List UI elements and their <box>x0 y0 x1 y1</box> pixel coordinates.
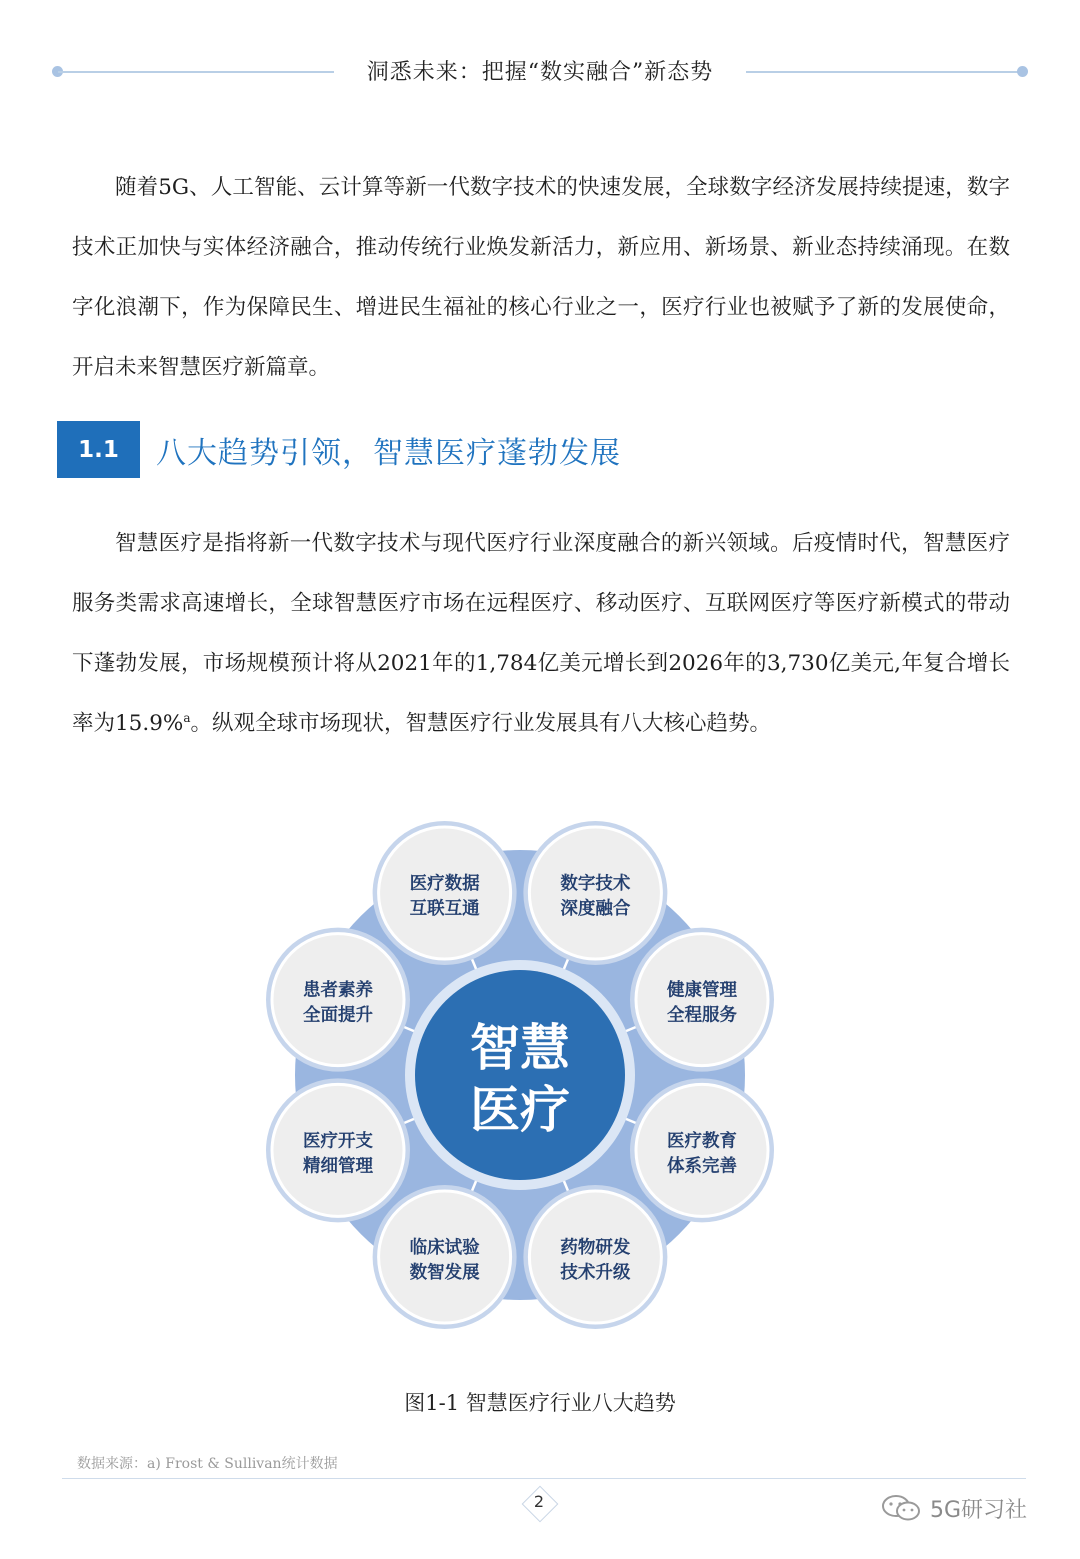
trend-node-label: 患者素养 <box>302 980 373 1001</box>
section-number: 1.1 <box>57 421 140 478</box>
watermark-text: 5G研习社 <box>930 1497 1028 1523</box>
trend-node-label: 全程服务 <box>667 1005 738 1026</box>
body-paragraph-main: 智慧医疗是指将新一代数字技术与现代医疗行业深度融合的新兴领域。后疫情时代，智慧医疗服务类需求高速增长，全球智慧医疗市场在远程医疗、移动医疗、互联网医疗等医疗新模式的带动下蓬勃发展，市场规模预计将从2021年的1,784亿美元增长到2026年的3,730亿美元,年复合增长率为15.9% <box>72 531 1010 736</box>
trend-node-label: 数字技术 <box>560 873 631 894</box>
trend-node-label: 医疗开支 <box>302 1131 373 1152</box>
header-dot-right <box>1017 66 1028 77</box>
trends-diagram <box>250 802 790 1348</box>
section-title: 八大趋势引领，智慧医疗蓬勃发展 <box>156 436 621 471</box>
page-number-badge <box>522 1486 556 1520</box>
trend-node-label: 精细管理 <box>302 1156 373 1177</box>
trend-node-label: 全面提升 <box>302 1005 373 1026</box>
trend-node <box>630 1078 774 1222</box>
header-title: 洞悉未来：把握“数实融合”新态势 <box>366 60 714 85</box>
trend-node-label: 体系完善 <box>667 1156 738 1177</box>
trend-node-label: 医疗数据 <box>409 873 480 894</box>
trend-node <box>266 928 410 1072</box>
trend-node-label: 医疗教育 <box>667 1131 738 1152</box>
header-rule-right <box>746 71 1022 73</box>
intro-paragraph: 随着5G、人工智能、云计算等新一代数字技术的快速发展，全球数字经济发展持续提速，数字技术正加快与实体经济融合，推动传统行业焕发新活力，新应用、新场景、新业态持续涌现。在数字化浪潮下，作为保障民生、增进民生福祉的核心行业之一，医疗行业也被赋予了新的发展使命，开启未来智慧医疗新篇章。 <box>72 175 1010 380</box>
wechat-icon <box>880 1494 924 1522</box>
center-layer <box>405 960 635 1190</box>
footnote-marker: a <box>183 710 191 725</box>
body-paragraph <box>72 514 1010 754</box>
trend-node <box>266 1078 410 1222</box>
watermark <box>880 1491 1027 1525</box>
trend-node <box>630 928 774 1072</box>
trend-node <box>523 1185 667 1329</box>
body-paragraph-tail: 。纵观全球市场现状，智慧医疗行业发展具有八大核心趋势。 <box>190 711 771 736</box>
page-header <box>52 55 1028 89</box>
trend-node <box>373 1185 517 1329</box>
center-label: 医疗 <box>470 1081 570 1139</box>
trend-node-label: 互联互通 <box>409 898 480 919</box>
figure-caption: 图1-1 智慧医疗行业八大趋势 <box>404 1391 676 1415</box>
trend-node-label: 数智发展 <box>409 1263 480 1284</box>
trend-node-label: 健康管理 <box>667 980 738 1001</box>
trend-node-label: 临床试验 <box>409 1238 480 1259</box>
center-label: 智慧 <box>470 1019 570 1077</box>
trend-node-label: 深度融合 <box>560 898 631 919</box>
footer-rule <box>62 1478 1026 1479</box>
trend-node-label: 药物研发 <box>560 1238 631 1259</box>
trend-node <box>373 821 517 965</box>
trend-node <box>523 821 667 965</box>
page-number: 2 <box>533 1492 545 1511</box>
trend-node-label: 技术升级 <box>560 1263 631 1284</box>
data-source-note: 数据来源：a) Frost & Sullivan统计数据 <box>77 1456 338 1472</box>
